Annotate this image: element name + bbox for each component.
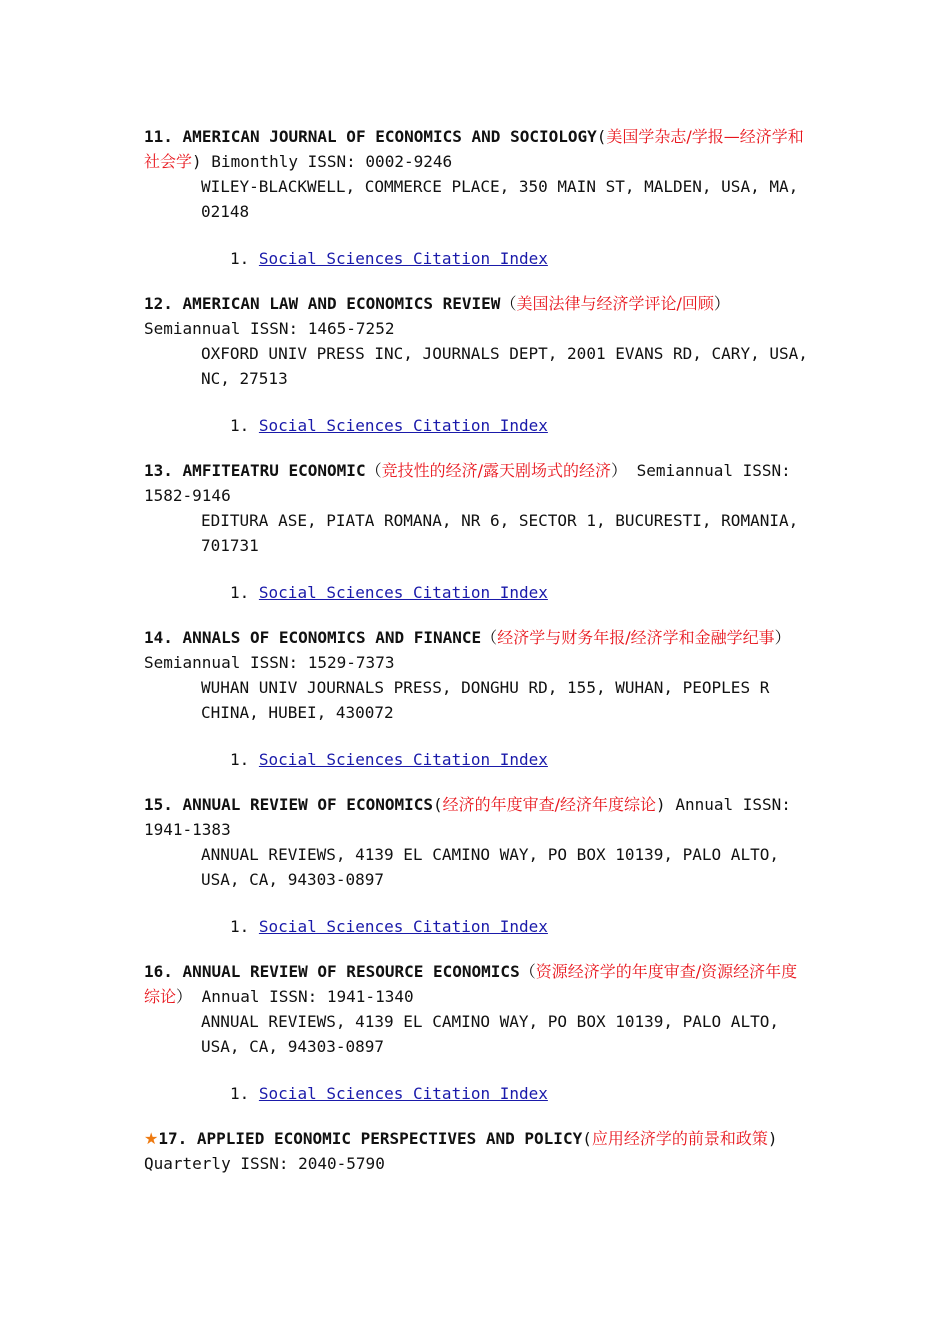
frequency-issn: Bimonthly ISSN: 0002-9246 [211, 152, 453, 171]
paren-open: ( [596, 127, 607, 146]
journal-entry-15 [144, 792, 808, 939]
paren-open: （ [365, 461, 382, 480]
journal-number: 16. [144, 962, 173, 981]
journal-entry-14 [144, 625, 808, 772]
paren-open: （ [500, 294, 517, 313]
journal-number: 13. [144, 461, 173, 480]
journal-title: AMERICAN JOURNAL OF ECONOMICS AND SOCIOLOGY [182, 127, 597, 146]
index-number: 1. [230, 583, 250, 602]
index-link[interactable]: Social Sciences Citation Index [258, 249, 548, 268]
chinese-title: 经济的年度审查/经济年度综论 [442, 795, 657, 814]
index-link[interactable]: Social Sciences Citation Index [258, 750, 548, 769]
journal-number: 17. [158, 1129, 188, 1148]
frequency-issn: Annual ISSN: 1941-1340 [201, 987, 414, 1006]
chinese-title: 资源经济学的年度审查/资源经济年度综论 [144, 962, 798, 1006]
paren-close: ） [611, 461, 628, 480]
journal-heading [144, 792, 808, 842]
journal-heading [144, 959, 808, 1009]
chinese-title: 应用经济学的前景和政策 [591, 1129, 768, 1148]
paren-open: ( [433, 795, 443, 814]
journal-entry-16 [144, 959, 808, 1106]
paren-close: ） [176, 987, 193, 1006]
journal-heading [144, 1126, 808, 1176]
paren-open: ( [582, 1129, 592, 1148]
paren-close: ) [656, 795, 666, 814]
paren-close: ） [774, 628, 791, 647]
journal-entry-13 [144, 458, 808, 605]
index-list-item [230, 413, 808, 438]
index-number: 1. [230, 917, 250, 936]
index-list-item [230, 580, 808, 605]
journal-title: ANNALS OF ECONOMICS AND FINANCE [182, 628, 482, 647]
journal-list [144, 124, 808, 1176]
journal-title: ANNUAL REVIEW OF ECONOMICS [182, 795, 433, 814]
chinese-title: 美国法律与经济学评论/回顾 [516, 294, 714, 313]
journal-number: 11. [144, 127, 173, 146]
journal-heading [144, 291, 808, 341]
journal-title: ANNUAL REVIEW OF RESOURCE ECONOMICS [182, 962, 520, 981]
journal-title: APPLIED ECONOMIC PERSPECTIVES AND POLICY [196, 1129, 583, 1148]
journal-entry-11 [144, 124, 808, 271]
frequency-issn: Annual ISSN: 1941-1383 [144, 795, 791, 839]
publisher-address: OXFORD UNIV PRESS INC, JOURNALS DEPT, 2001 EVANS RD, CARY, USA, NC, 27513 [201, 344, 808, 388]
publisher-address: EDITURA ASE, PIATA ROMANA, NR 6, SECTOR 1, BUCURESTI, ROMANIA, 701731 [201, 511, 799, 555]
journal-number: 14. [144, 628, 173, 647]
journal-title: AMFITEATRU ECONOMIC [182, 461, 366, 480]
frequency-issn: Semiannual ISSN: 1465-7252 [144, 319, 395, 338]
publisher-address: ANNUAL REVIEWS, 4139 EL CAMINO WAY, PO BOX 10139, PALO ALTO, USA, CA, 94303-0897 [201, 845, 779, 889]
index-number: 1. [230, 750, 250, 769]
chinese-title: 美国学杂志/学报—经济学和社会学 [144, 127, 804, 171]
paren-open: （ [481, 628, 498, 647]
journal-title: AMERICAN LAW AND ECONOMICS REVIEW [182, 294, 501, 313]
journal-heading [144, 625, 808, 675]
index-number: 1. [230, 1084, 250, 1103]
index-link[interactable]: Social Sciences Citation Index [258, 917, 548, 936]
journal-heading [144, 458, 808, 508]
index-list-item [230, 747, 808, 772]
chinese-title: 竞技性的经济/露天剧场式的经济 [381, 461, 611, 480]
index-number: 1. [230, 416, 250, 435]
index-number: 1. [230, 249, 250, 268]
index-list-item [230, 246, 808, 271]
index-link[interactable]: Social Sciences Citation Index [258, 583, 548, 602]
frequency-issn: Quarterly ISSN: 2040-5790 [144, 1154, 385, 1173]
journal-number: 15. [144, 795, 173, 814]
paren-close: ) [192, 152, 202, 171]
frequency-issn: Semiannual ISSN: 1582-9146 [144, 461, 791, 505]
index-list-item [230, 914, 808, 939]
journal-heading [144, 124, 808, 174]
index-link[interactable]: Social Sciences Citation Index [258, 416, 548, 435]
publisher-address: WILEY-BLACKWELL, COMMERCE PLACE, 350 MAIN ST, MALDEN, USA, MA, 02148 [201, 177, 799, 221]
journal-number: 12. [144, 294, 173, 313]
paren-close: ) [767, 1129, 778, 1148]
star-icon: ★ [144, 1129, 159, 1148]
journal-entry-17 [144, 1126, 808, 1176]
journal-entry-12 [144, 291, 808, 438]
paren-close: ） [713, 294, 730, 313]
index-link[interactable]: Social Sciences Citation Index [258, 1084, 548, 1103]
publisher-address: ANNUAL REVIEWS, 4139 EL CAMINO WAY, PO BOX 10139, PALO ALTO, USA, CA, 94303-0897 [201, 1012, 779, 1056]
index-list-item [230, 1081, 808, 1106]
paren-open: （ [519, 962, 536, 981]
publisher-address: WUHAN UNIV JOURNALS PRESS, DONGHU RD, 155, WUHAN, PEOPLES R CHINA, HUBEI, 430072 [201, 678, 770, 722]
chinese-title: 经济学与财务年报/经济学和金融学纪事 [497, 628, 775, 647]
frequency-issn: Semiannual ISSN: 1529-7373 [144, 653, 395, 672]
